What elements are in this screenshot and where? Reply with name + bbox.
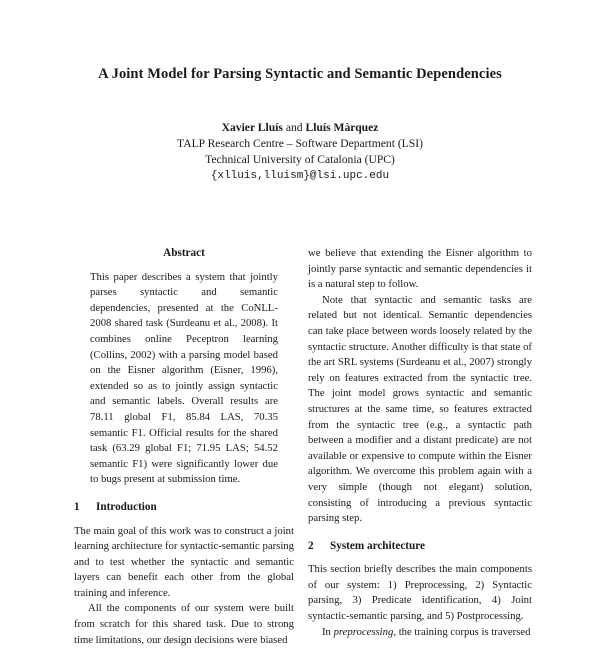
paragraph: All the components of our system were built from scratch for this shared task. Due to strong time limitations, our design decisions were biased — [74, 602, 294, 646]
section-heading-system-architecture — [308, 539, 532, 555]
author-name: Xavier Lluís — [221, 121, 283, 134]
section-title: Introduction — [96, 500, 157, 513]
paragraph — [308, 625, 532, 641]
abstract-text — [74, 270, 294, 488]
author-name: Lluís Màrquez — [305, 121, 379, 134]
author-block — [0, 120, 600, 184]
paper-title: A Joint Model for Parsing Syntactic and Semantic Dependencies — [98, 66, 502, 82]
institution: Technical University of Catalonia (UPC) — [205, 153, 395, 166]
text-fragment: In — [322, 625, 334, 638]
section-number: 1 — [74, 500, 80, 513]
text-fragment: , the training corpus is traversed — [393, 625, 531, 638]
paragraph: This section briefly describes the main components of our system: 1) Preprocessing, 2) Syntactic parsing, 3) Predicate identification, 4) Joint syntactic-semantic parsing, and 5) Postprocessing. — [308, 563, 532, 623]
author-conjunction: and — [285, 121, 303, 134]
left-column — [74, 246, 294, 648]
affiliation: TALP Research Centre – Software Department (LSI) — [177, 137, 423, 150]
right-column — [308, 246, 532, 640]
paragraph: Note that syntactic and semantic tasks are related but not identical. Semantic dependencies can take place between words loosely related by the syntactic structure. Another difficulty is that state of the art SRL systems (Surdeanu et al., 2007) strongly rely on features extracted from the syntactic tree. The joint model grows syntactic and semantic structures at the same time, so features extracted from the syntactic tree (e.g., a syntactic path between a modifier and a distant predicate) are not available or expensive to compute within the Eisner algorithm. We overcome this problem again with a very simple (though not elegant) solution, consisting of introducing a previous syntactic parsing step. — [308, 293, 532, 525]
paragraph: we believe that extending the Eisner algorithm to jointly parse syntactic and semantic dependencies it is a natural step to follow. — [308, 247, 532, 291]
emphasis: preprocessing — [333, 625, 394, 638]
email: {xlluis,lluism}@lsi.upc.edu — [210, 170, 390, 182]
abstract-heading: Abstract — [163, 247, 205, 259]
section-number: 2 — [308, 539, 314, 552]
abstract-paragraph: This paper describes a system that jointly parses syntactic and semantic dependencies, presented at the CoNLL-2008 shared task (Surdeanu et al., 2008). It combines online Peceptron learning (Collins, 2002) with a parsing model based on the Eisner algorithm (Eisner, 1996), extended so as to jointly assign syntactic and semantic labels. Overall results are 78.11 global F1, 85.84 LAS, 70.35 semantic F1. Official results for the shared task (63.29 global F1; 71.95 LAS; 54.52 semantic F1) were significantly lower due to bugs present at submission time. — [90, 270, 278, 486]
paragraph: The main goal of this work was to construct a joint learning architecture for syntactic-semantic parsing and to test whether the syntactic and semantic layers can benefit each other from the global training and inference. — [74, 524, 294, 599]
section-title: System architecture — [330, 539, 425, 552]
section-heading-introduction — [74, 500, 294, 516]
author-line — [0, 120, 600, 136]
